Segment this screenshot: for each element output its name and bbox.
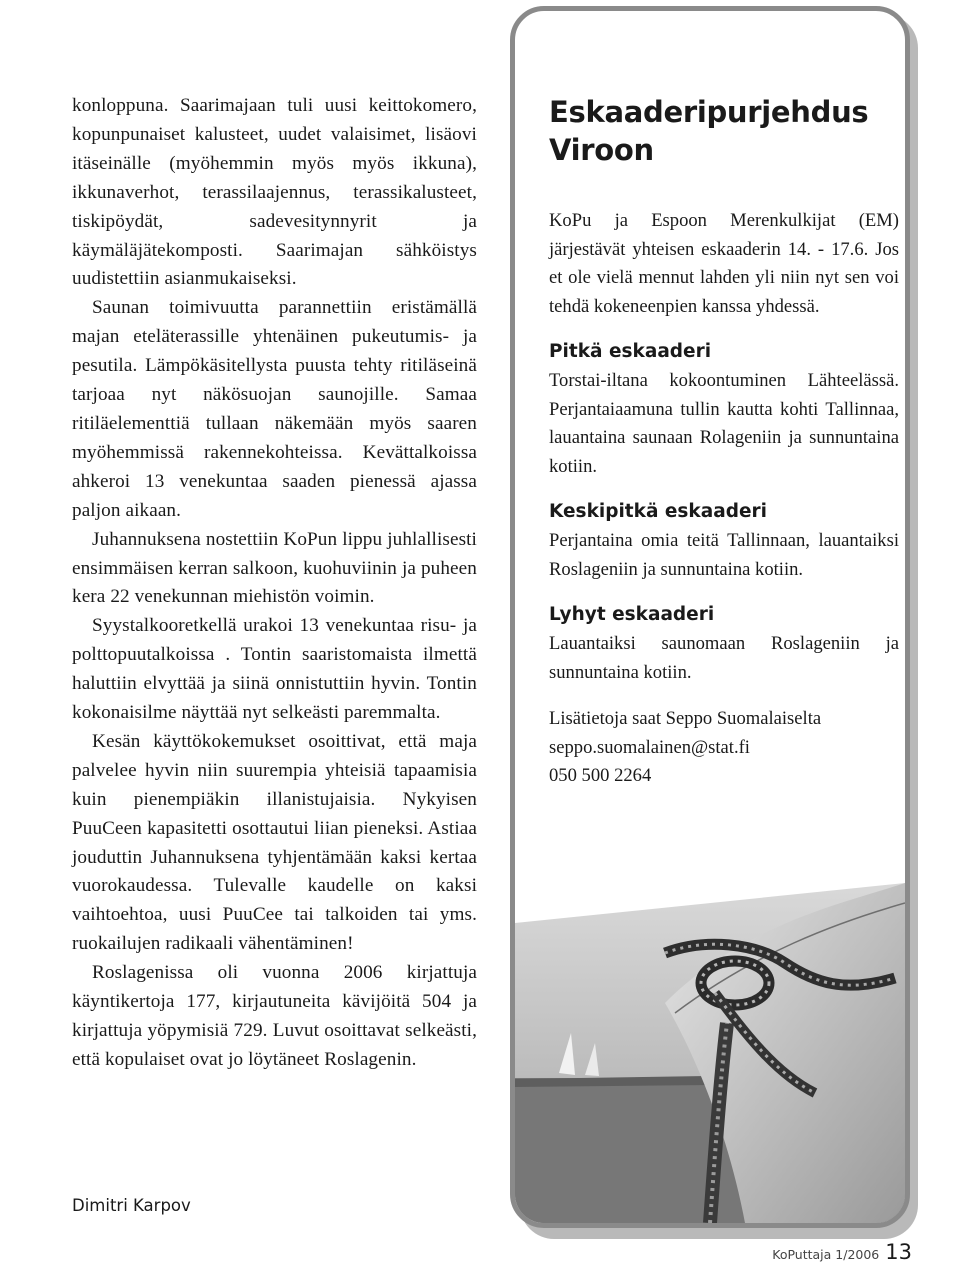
author-name: Dimitri Karpov xyxy=(72,1196,191,1215)
section-heading: Keskipitkä eskaaderi xyxy=(549,501,767,522)
section-text: Torstai-iltana kokoontuminen Lähteelässä. Perjantaiaamuna tullin kautta kohti Tallinnaa, lauantaina saunaan Rolageniin ja sunnuntaina kotiin. xyxy=(549,370,899,477)
contact-email[interactable]: seppo.suomalainen@stat.fi xyxy=(549,736,750,758)
sail-rope-photo xyxy=(515,883,905,1223)
section-text: Lauantaiksi saunomaan Roslageniin ja sunnuntaina kotiin. xyxy=(549,633,899,683)
contact-info xyxy=(549,705,899,791)
article-paragraph: Juhannuksena nostettiin KoPun lippu juhlallisesti ensimmäisen kerran salkoon, kuohuviinin ja puheen kera 22 venekunnan miehistön voimin. xyxy=(72,528,477,608)
magazine-issue: KoPuttaja 1/2006 xyxy=(772,1247,880,1262)
sidebar-box xyxy=(510,6,910,1228)
contact-phone: 050 500 2264 xyxy=(549,765,652,786)
article-paragraph: Kesän käyttökokemukset osoittivat, että maja palvelee hyvin niin suurempia yhteisiä tapaamisia kuin pienempiäkin illanistujaisia. Nykyisen PuuCeen kapasitetti osottautui liian pieneksi. Astiaa jouduttin Juhannuksena tyhjentämään kaksi kertaa vuorokaudessa. Tulevalle kaudelle on kaksi vaihtoehtoa, uusi PuuCee tai talkoiden tai yms. ruokailujen radikaali vähentäminen! xyxy=(72,730,477,955)
section-text: Perjantaina omia teitä Tallinnaan, lauantaiksi Roslageniin ja sunnuntaina kotiin. xyxy=(549,530,899,580)
page-footer xyxy=(772,1240,912,1264)
sidebar-content xyxy=(549,93,899,791)
section-heading: Pitkä eskaaderi xyxy=(549,341,712,362)
sidebar-intro: KoPu ja Espoon Merenkulkijat (EM) järjestävät yhteisen eskaaderin 14. - 17.6. Jos et ole vielä mennut lahden yli niin nyt sen voi tehdä kokeneenpien kanssa yhdessä. xyxy=(549,210,899,317)
article-paragraph: Syystalkooretkellä urakoi 13 venekuntaa risu- ja polttopuutalkoissa . Tontin saaristomaista ilmettä haluttiin elvyttää ja siinä onnistuttiin hyvin. Tontin kokonaisilme näyttää nyt selkeästi paremmalta. xyxy=(72,615,477,724)
article-paragraph: Saunan toimivuutta parannettiin eristämällä majan eteläterassille yhtenäinen pukeutumis- ja pesutila. Lämpökäsitellysta puusta tehty ritiläseinä tarjoaa nyt näkösuojan saunojille. Samaa ritiläelementtiä tullaan näkemään myös saaren myöhemmissä rakennekohteissa. Kevättalkoissa ahkeroi 13 venekuntaa saaden pienessä ajassa paljon aikaan. xyxy=(72,297,477,521)
article-paragraph: konloppuna. Saarimajaan tuli uusi keittokomero, kopunpunaiset kalusteet, uudet valaisimet, lisäovi itäseinälle (myöhemmin myös myös ikkuna), ikkunaverhot, terassilaajennus, terassikalusteet, tiskipöydät, sadevesitynnyrit ja käymäläjätekomposti. Saarimajan sähköistys uudistettiin asianmukaiseksi. xyxy=(72,95,477,290)
contact-line: Lisätietoja saat Seppo Suomalaiselta xyxy=(549,708,822,729)
sidebar-title: Eskaaderipurjehdus Viroon xyxy=(549,95,869,167)
article-body xyxy=(72,92,477,1075)
page-number: 13 xyxy=(885,1240,912,1264)
section-heading: Lyhyt eskaaderi xyxy=(549,604,715,625)
article-paragraph: Roslagenissa oli vuonna 2006 kirjattuja käyntikertoja 177, kirjautuneita kävijöitä 504 ja kirjattuja yöpymisiä 729. Luvut osoittavat selkeästi, että kopulaiset ovat jo löytäneet Roslagenin. xyxy=(72,962,477,1070)
